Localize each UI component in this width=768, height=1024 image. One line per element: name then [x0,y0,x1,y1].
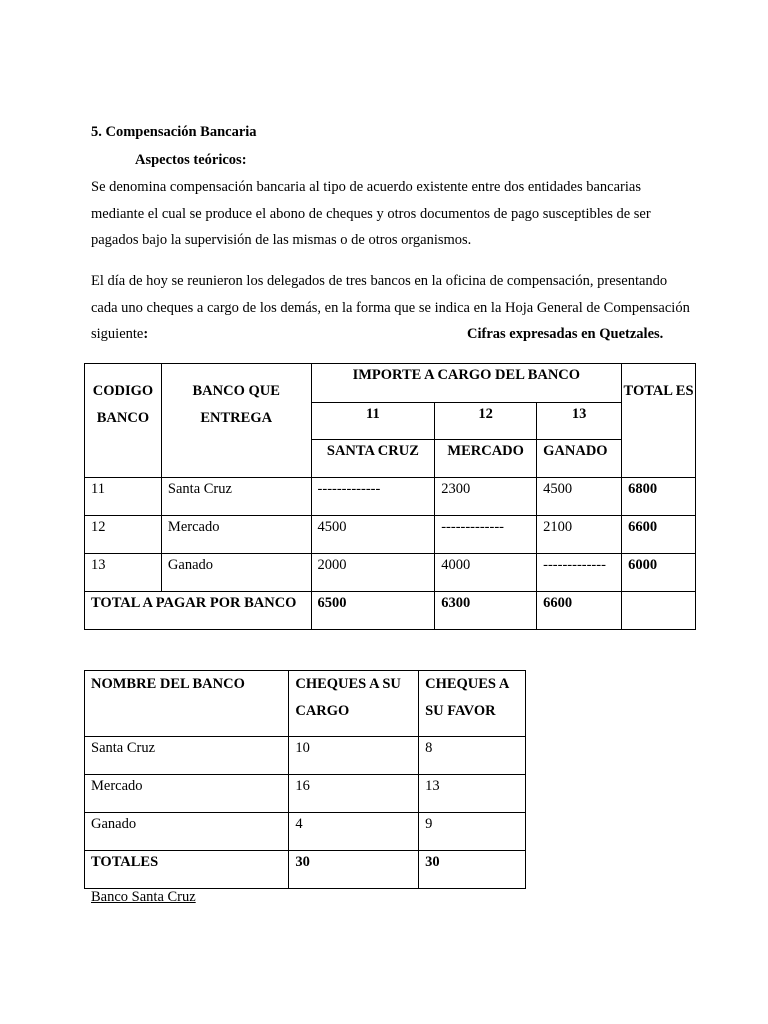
row-value-13: ------------- [537,554,622,592]
row-favor: 13 [419,775,526,813]
row-cargo: 4 [289,813,419,851]
header-codigo-banco: CODIGO BANCO [85,364,162,478]
row-cargo: 16 [289,775,419,813]
totals-favor: 30 [419,851,526,889]
header-importe: IMPORTE A CARGO DEL BANCO [311,364,622,403]
header-code-12: 12 [435,403,537,440]
row-bank: Ganado [161,554,311,592]
compensation-table [84,363,696,630]
paragraph-scenario [91,268,691,348]
section-subheading: Aspectos teóricos: [135,152,247,168]
row-code: 11 [85,478,162,516]
row-cargo: 10 [289,737,419,775]
row-value-12: ------------- [435,516,537,554]
row-total: 6800 [622,478,696,516]
row-bank-name: Santa Cruz [85,737,289,775]
header-code-13: 13 [537,403,622,440]
paragraph-definition: Se denomina compensación bancaria al tipo de acuerdo existente entre dos entidades bancarias mediante el cual se produce el abono de cheques y otros documentos de pago susceptibles de ser pagados bajo la supervisión de las mismas o de otros organismos. [91,179,651,248]
table-row [85,478,696,516]
header-name-ganado: GANADO [537,440,622,478]
row-value-11: 2000 [311,554,435,592]
totals-cargo: 30 [289,851,419,889]
row-value-11: 4500 [311,516,435,554]
header-banco-que-entrega: BANCO QUE ENTREGA [161,364,311,478]
header-code-11: 11 [311,403,435,440]
row-favor: 9 [419,813,526,851]
row-total: 6600 [622,516,696,554]
row-value-13: 2100 [537,516,622,554]
header-cheques-favor: CHEQUES A SU FAVOR [419,671,526,737]
cheques-summary-table [84,670,526,889]
row-code: 12 [85,516,162,554]
currency-note: Cifras expresadas en Quetzales. [467,326,664,342]
header-nombre-banco: NOMBRE DEL BANCO [85,671,289,737]
header-totales: TOTAL ES [622,364,696,478]
table-row [85,813,526,851]
paragraph-scenario-colon: : [143,326,149,342]
header-name-santa-cruz: SANTA CRUZ [311,440,435,478]
row-value-11: ------------- [311,478,435,516]
table-total-row [85,851,526,889]
table-footer-row [85,592,696,630]
row-bank-name: Ganado [85,813,289,851]
table-row [85,516,696,554]
row-bank: Mercado [161,516,311,554]
footer-total-11: 6500 [311,592,435,630]
footer-empty [622,592,696,630]
row-value-12: 2300 [435,478,537,516]
section-heading: 5. Compensación Bancaria [91,124,257,140]
row-favor: 8 [419,737,526,775]
table-row [85,554,696,592]
row-code: 13 [85,554,162,592]
banco-santa-cruz-link[interactable]: Banco Santa Cruz [91,889,196,905]
paragraph-scenario-text: El día de hoy se reunieron los delegados de tres bancos en la oficina de compensación, presentando cada uno cheques a cargo de los demás, en la forma que se indica en la Hoja General de Compensación siguiente [91,273,690,342]
table-row [85,775,526,813]
footer-total-12: 6300 [435,592,537,630]
footer-label: TOTAL A PAGAR POR BANCO [85,592,312,630]
row-value-12: 4000 [435,554,537,592]
footer-total-13: 6600 [537,592,622,630]
row-value-13: 4500 [537,478,622,516]
header-name-mercado: MERCADO [435,440,537,478]
table-row [85,737,526,775]
header-cheques-cargo: CHEQUES A SU CARGO [289,671,419,737]
row-bank: Santa Cruz [161,478,311,516]
row-bank-name: Mercado [85,775,289,813]
totals-label: TOTALES [85,851,289,889]
row-total: 6000 [622,554,696,592]
